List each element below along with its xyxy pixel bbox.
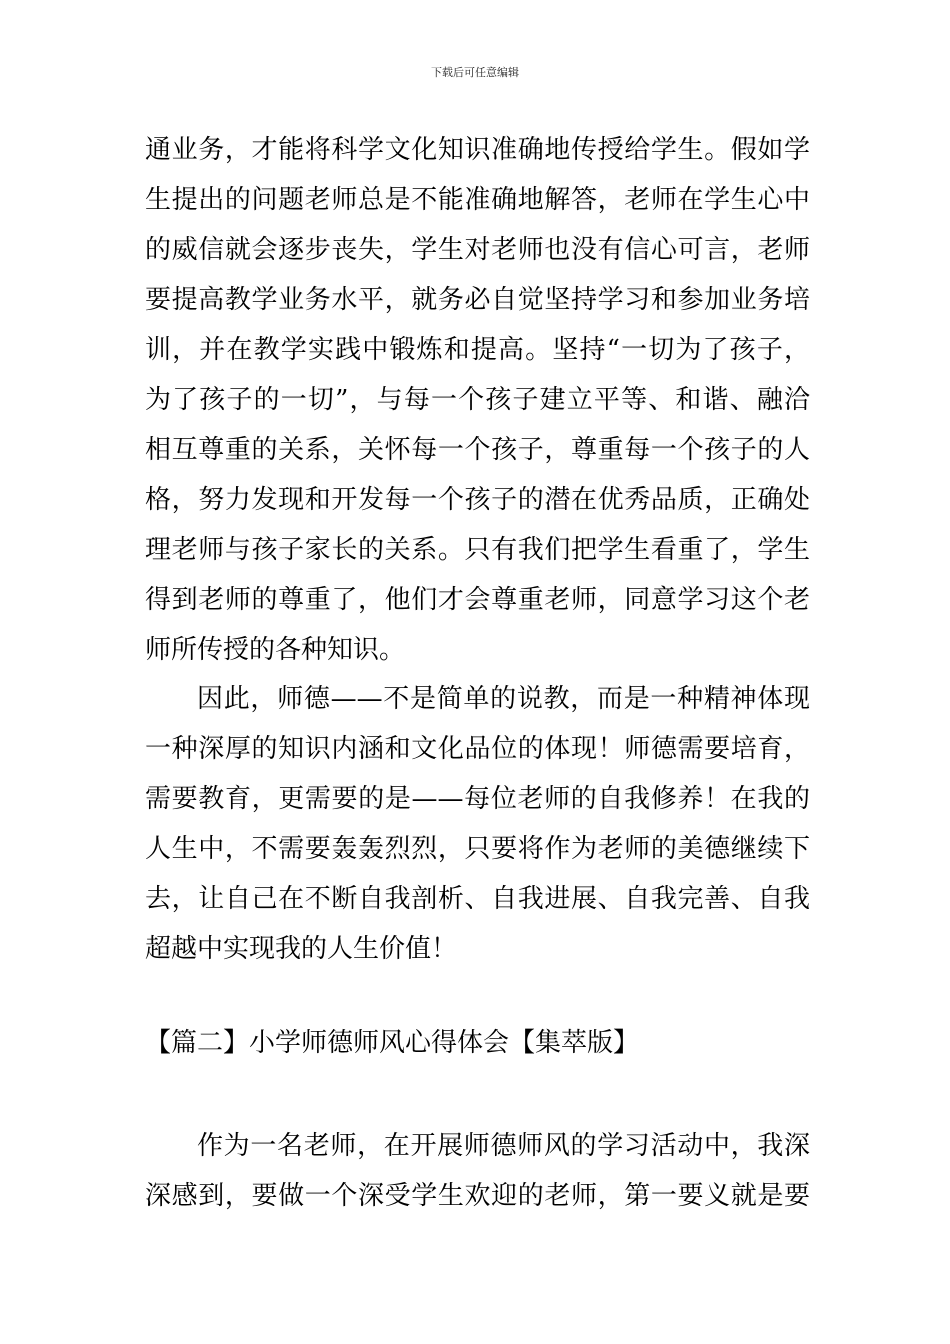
text-line: 相互尊重的关系，关怀每一个孩子，尊重每一个孩子的人 [145,435,810,465]
text-line: 因此，师德——不是简单的说教，而是一种精神体现 [197,684,810,714]
section-heading: 【篇二】小学师德师风心得体会【集萃版】 [145,1028,640,1058]
text-line: 需要教育，更需要的是——每位老师的自我修养！在我的 [145,784,810,814]
text-line: 一种深厚的知识内涵和文化品位的体现！师德需要培育， [145,734,810,764]
text-line: 作为一名老师，在开展师德师风的学习活动中，我深 [197,1131,810,1161]
text-line: 生提出的问题老师总是不能准确地解答，老师在学生心中 [145,185,810,215]
header-note: 下载后可任意编辑 [431,66,519,79]
text-line: 训，并在教学实践中锻炼和提高。坚持“一切为了孩子， [145,335,810,365]
text-line: 人生中，不需要轰轰烈烈，只要将作为老师的美德继续下 [145,834,810,864]
text-line: 深感到，要做一个深受学生欢迎的老师，第一要义就是要 [145,1181,810,1211]
text-line: 为了孩子的一切”，与每一个孩子建立平等、和谐、融洽 [145,385,810,415]
text-line: 格，努力发现和开发每一个孩子的潜在优秀品质，正确处 [145,485,810,515]
text-line: 要提高教学业务水平，就务必自觉坚持学习和参加业务培 [145,285,810,315]
paragraph-continued [145,125,810,675]
paragraph-conclusion [145,674,810,974]
text-line: 超越中实现我的人生价值！ [145,934,458,964]
text-line: 理老师与孩子家长的关系。只有我们把学生看重了，学生 [145,535,810,565]
text-line: 得到老师的尊重了，他们才会尊重老师，同意学习这个老 [145,585,810,615]
text-line: 去，让自己在不断自我剖析、自我进展、自我完善、自我 [145,884,810,914]
text-line: 通业务，才能将科学文化知识准确地传授给学生。假如学 [145,135,810,165]
paragraph-intro [145,1121,810,1221]
text-line: 的威信就会逐步丧失，学生对老师也没有信心可言，老师 [145,235,810,265]
text-line: 师所传授的各种知识。 [145,635,406,665]
